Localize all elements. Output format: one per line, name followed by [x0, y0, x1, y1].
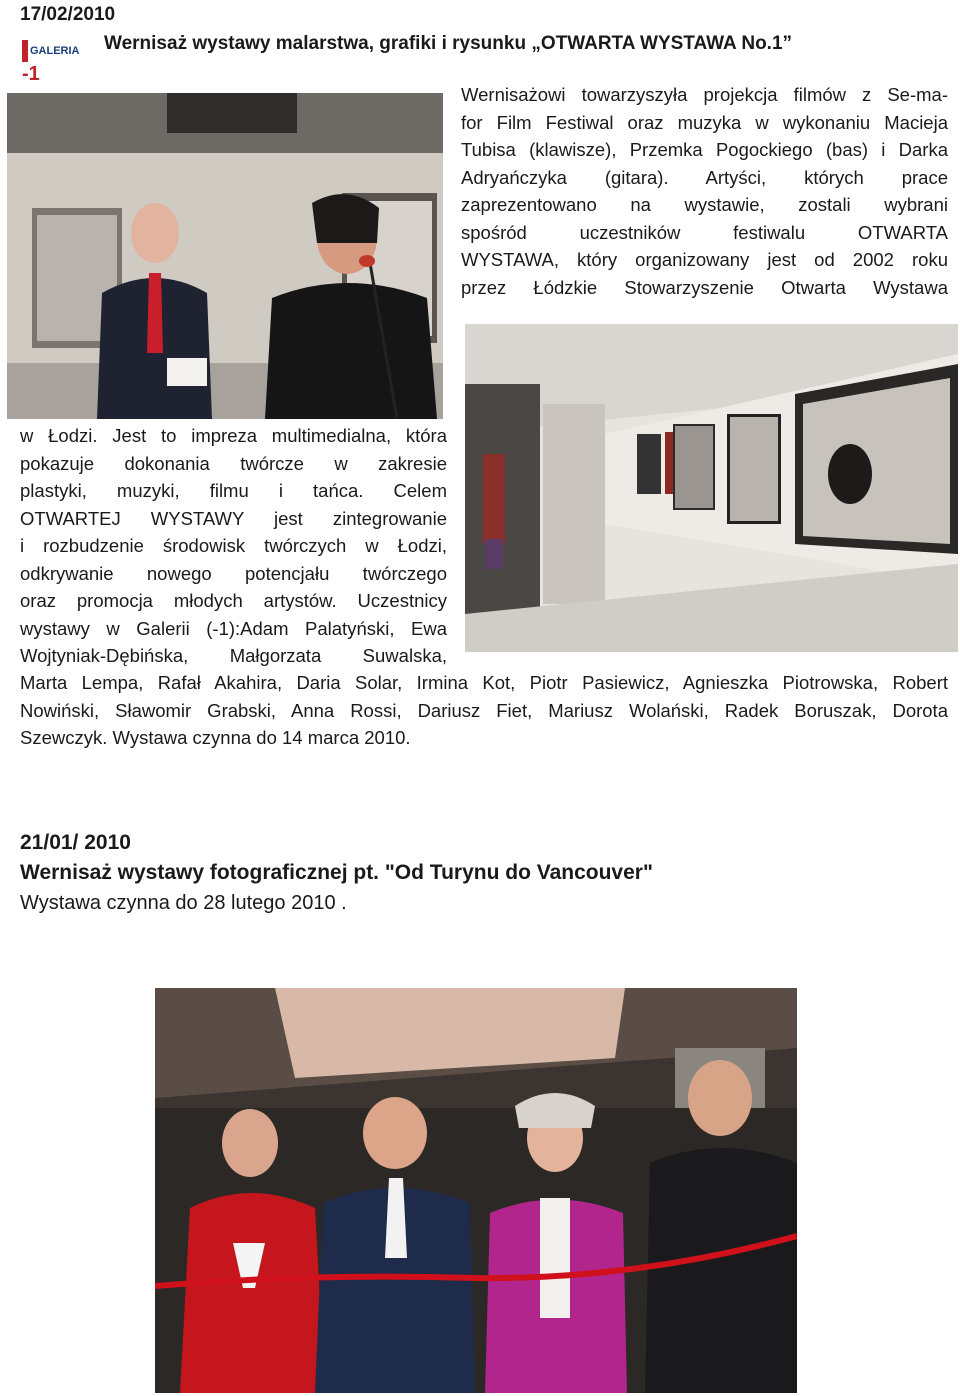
text-line: przez Łódzkie Stowarzyszenie Otwarta Wystawa — [461, 276, 948, 298]
text-line: for Film Festiwal oraz muzyka w wykonaniu Macieja — [461, 111, 948, 133]
text-line: spośród uczestników festiwalu OTWARTA — [461, 221, 948, 243]
text-line: plastyki, muzyki, filmu i tańca. Celem — [20, 480, 447, 501]
entry2-date: 21/01/ 2010 — [20, 831, 131, 854]
entry-date: 17/02/2010 — [20, 4, 116, 25]
text-line: i rozbudzenie środowisk twórczych w Łodzi, — [20, 535, 447, 556]
text-line: WYSTAWA, który organizowany jest od 2002 roku — [461, 249, 948, 270]
text-line: OTWARTEJ WYSTAWY jest zintegrowanie — [20, 507, 447, 529]
paragraph-right — [461, 81, 948, 301]
text-line: odkrywanie nowego potencjału twórczego — [20, 562, 447, 584]
paragraph-left — [20, 422, 447, 670]
gallery-logo — [20, 38, 90, 82]
paragraph-full — [20, 669, 948, 752]
logo-text: GALERIA — [30, 45, 80, 57]
entry2-subtitle: Wystawa czynna do 28 lutego 2010 . — [20, 892, 347, 914]
logo-sub: -1 — [22, 63, 40, 82]
text-line: Adryańczyka (gitara). Artyści, których prace — [461, 166, 948, 188]
photo-opening-speakers — [7, 93, 443, 419]
text-line: zaprezentowano na wystawie, zostali wybrani — [461, 194, 948, 215]
photo-ribbon-cutting — [155, 988, 797, 1393]
entry2-title: Wernisaż wystawy fotograficznej pt. "Od Turynu do Vancouver" — [20, 861, 653, 884]
text-line: wystawy w Galerii (-1):Adam Palatyński, Ewa — [20, 617, 447, 639]
text-line: w Łodzi. Jest to impreza multimedialna, która — [20, 425, 447, 446]
entry-title: Wernisaż wystawy malarstwa, grafiki i rysunku „OTWARTA WYSTAWA No.1” — [104, 33, 793, 54]
text-line: oraz promocja młodych artystów. Uczestnicy — [20, 590, 447, 611]
text-line: Tubisa (klawisze), Przemka Pogockiego (bas) i Darka — [461, 139, 948, 160]
text-line: pokazuje dokonania twórcze w zakresie — [20, 452, 447, 474]
entry2-block — [20, 828, 920, 918]
text-line: Wojtyniak-Dębińska, Małgorzata Suwalska, — [20, 645, 447, 666]
photo-gallery-interior — [465, 324, 958, 652]
text-line: Wernisażowi towarzyszyła projekcja filmów z Se-ma- — [461, 84, 948, 105]
text-line: Szewczyk. Wystawa czynna do 14 marca 2010. — [20, 727, 411, 748]
text-line: Nowiński, Sławomir Grabski, Anna Rossi, Dariusz Fiet, Mariusz Wolański, Radek Boruszak, Dorota — [20, 699, 948, 721]
text-line: Marta Lempa, Rafał Akahira, Daria Solar, Irmina Kot, Piotr Pasiewicz, Agnieszka Piotrowska, Robert — [20, 672, 948, 693]
